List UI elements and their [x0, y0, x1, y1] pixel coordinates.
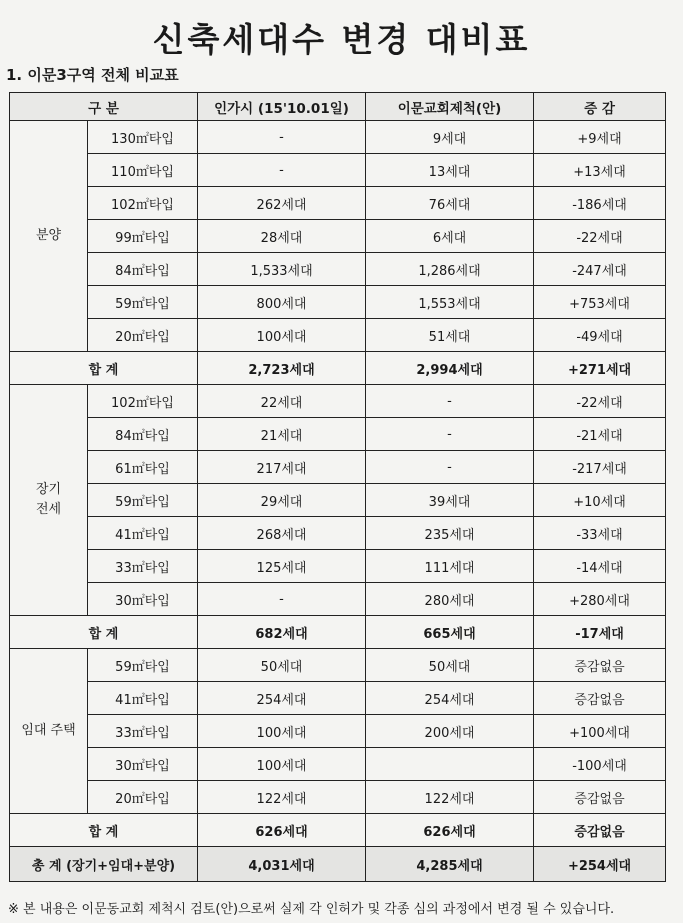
change-cell: +753세대 — [534, 286, 666, 319]
type-cell: 33㎡타입 — [88, 715, 198, 748]
type-cell: 84㎡타입 — [88, 253, 198, 286]
table-row — [10, 253, 666, 286]
grand-total-approved: 4,031세대 — [198, 847, 366, 882]
approved-cell: 100세대 — [198, 715, 366, 748]
approved-cell: 800세대 — [198, 286, 366, 319]
type-cell: 130㎡타입 — [88, 121, 198, 154]
table-row — [10, 484, 666, 517]
table-row — [10, 286, 666, 319]
subtotal-approved: 626세대 — [198, 814, 366, 847]
proposal-cell: 13세대 — [366, 154, 534, 187]
change-cell: -21세대 — [534, 418, 666, 451]
proposal-cell: 111세대 — [366, 550, 534, 583]
table-row — [10, 187, 666, 220]
type-cell: 30㎡타입 — [88, 583, 198, 616]
change-cell: -49세대 — [534, 319, 666, 352]
subtotal-change: -17세대 — [534, 616, 666, 649]
change-cell: +100세대 — [534, 715, 666, 748]
change-cell: -22세대 — [534, 220, 666, 253]
proposal-cell: 1,286세대 — [366, 253, 534, 286]
document-title: 신축세대수 변경 대비표 — [152, 20, 531, 59]
approved-cell: 268세대 — [198, 517, 366, 550]
subtotal-row — [10, 616, 666, 649]
type-cell: 33㎡타입 — [88, 550, 198, 583]
header-category: 구 분 — [10, 93, 198, 121]
proposal-cell — [366, 748, 534, 781]
proposal-cell: - — [366, 385, 534, 418]
subtotal-approved: 2,723세대 — [198, 352, 366, 385]
table-body — [10, 121, 666, 882]
grand-total-proposal: 4,285세대 — [366, 847, 534, 882]
table-row — [10, 682, 666, 715]
approved-cell: 22세대 — [198, 385, 366, 418]
table-row — [10, 748, 666, 781]
change-cell: 증감없음 — [534, 682, 666, 715]
approved-cell: 125세대 — [198, 550, 366, 583]
proposal-cell: 51세대 — [366, 319, 534, 352]
proposal-cell: 200세대 — [366, 715, 534, 748]
grand-total-change: +254세대 — [534, 847, 666, 882]
grand-total-label: 총 계 (장기+임대+분양) — [10, 847, 198, 882]
proposal-cell: 6세대 — [366, 220, 534, 253]
change-cell: -33세대 — [534, 517, 666, 550]
subtotal-change: +271세대 — [534, 352, 666, 385]
footnote: ※ 본 내용은 이문동교회 제척시 검토(안)으로써 실제 각 인허가 및 각종 심의 과정에서 변경 될 수 있습니다. — [8, 902, 615, 917]
subtotal-change: 증감없음 — [534, 814, 666, 847]
type-cell: 20㎡타입 — [88, 319, 198, 352]
change-cell: 증감없음 — [534, 649, 666, 682]
type-cell: 59㎡타입 — [88, 484, 198, 517]
subtotal-approved: 682세대 — [198, 616, 366, 649]
approved-cell: 50세대 — [198, 649, 366, 682]
group-label: 분양 — [10, 121, 88, 352]
type-cell: 84㎡타입 — [88, 418, 198, 451]
table-row — [10, 220, 666, 253]
group-label: 임대 주택 — [10, 649, 88, 814]
subtotal-label: 합 계 — [10, 814, 198, 847]
approved-cell: 29세대 — [198, 484, 366, 517]
type-cell: 110㎡타입 — [88, 154, 198, 187]
table-row — [10, 418, 666, 451]
change-cell: +280세대 — [534, 583, 666, 616]
type-cell: 59㎡타입 — [88, 649, 198, 682]
subtotal-proposal: 626세대 — [366, 814, 534, 847]
change-cell: +13세대 — [534, 154, 666, 187]
table-row — [10, 715, 666, 748]
change-cell: -22세대 — [534, 385, 666, 418]
table-row — [10, 781, 666, 814]
subtotal-proposal: 2,994세대 — [366, 352, 534, 385]
table-header-row — [10, 93, 666, 121]
subtotal-row — [10, 352, 666, 385]
change-cell: -217세대 — [534, 451, 666, 484]
approved-cell: 1,533세대 — [198, 253, 366, 286]
proposal-cell: 1,553세대 — [366, 286, 534, 319]
grand-total-row — [10, 847, 666, 882]
proposal-cell: 235세대 — [366, 517, 534, 550]
approved-cell: 254세대 — [198, 682, 366, 715]
table-row — [10, 451, 666, 484]
table-row — [10, 319, 666, 352]
subtotal-label: 합 계 — [10, 616, 198, 649]
comparison-table — [9, 92, 666, 882]
type-cell: 102㎡타입 — [88, 187, 198, 220]
proposal-cell: 9세대 — [366, 121, 534, 154]
table-row — [10, 550, 666, 583]
type-cell: 30㎡타입 — [88, 748, 198, 781]
change-cell: +9세대 — [534, 121, 666, 154]
type-cell: 41㎡타입 — [88, 517, 198, 550]
group-label: 장기 전세 — [10, 385, 88, 616]
proposal-cell: 76세대 — [366, 187, 534, 220]
approved-cell: - — [198, 154, 366, 187]
table-row — [10, 154, 666, 187]
type-cell: 61㎡타입 — [88, 451, 198, 484]
type-cell: 59㎡타입 — [88, 286, 198, 319]
change-cell: -186세대 — [534, 187, 666, 220]
table-row — [10, 385, 666, 418]
approved-cell: 100세대 — [198, 748, 366, 781]
approved-cell: 262세대 — [198, 187, 366, 220]
approved-cell: 28세대 — [198, 220, 366, 253]
subtotal-row — [10, 814, 666, 847]
change-cell: -247세대 — [534, 253, 666, 286]
proposal-cell: 254세대 — [366, 682, 534, 715]
section-subtitle: 1. 이문3구역 전체 비교표 — [6, 66, 179, 84]
approved-cell: - — [198, 121, 366, 154]
proposal-cell: 122세대 — [366, 781, 534, 814]
change-cell: -14세대 — [534, 550, 666, 583]
type-cell: 99㎡타입 — [88, 220, 198, 253]
approved-cell: 21세대 — [198, 418, 366, 451]
type-cell: 20㎡타입 — [88, 781, 198, 814]
table-row — [10, 121, 666, 154]
change-cell: +10세대 — [534, 484, 666, 517]
header-approved: 인가시 (15'10.01일) — [198, 93, 366, 121]
header-change: 증 감 — [534, 93, 666, 121]
proposal-cell: 39세대 — [366, 484, 534, 517]
type-cell: 41㎡타입 — [88, 682, 198, 715]
change-cell: 증감없음 — [534, 781, 666, 814]
type-cell: 102㎡타입 — [88, 385, 198, 418]
header-proposal: 이문교회제척(안) — [366, 93, 534, 121]
subtotal-proposal: 665세대 — [366, 616, 534, 649]
approved-cell: 122세대 — [198, 781, 366, 814]
table-row — [10, 649, 666, 682]
table-row — [10, 517, 666, 550]
subtotal-label: 합 계 — [10, 352, 198, 385]
proposal-cell: 50세대 — [366, 649, 534, 682]
approved-cell: 100세대 — [198, 319, 366, 352]
change-cell: -100세대 — [534, 748, 666, 781]
proposal-cell: - — [366, 418, 534, 451]
table-row — [10, 583, 666, 616]
approved-cell: - — [198, 583, 366, 616]
proposal-cell: 280세대 — [366, 583, 534, 616]
approved-cell: 217세대 — [198, 451, 366, 484]
proposal-cell: - — [366, 451, 534, 484]
